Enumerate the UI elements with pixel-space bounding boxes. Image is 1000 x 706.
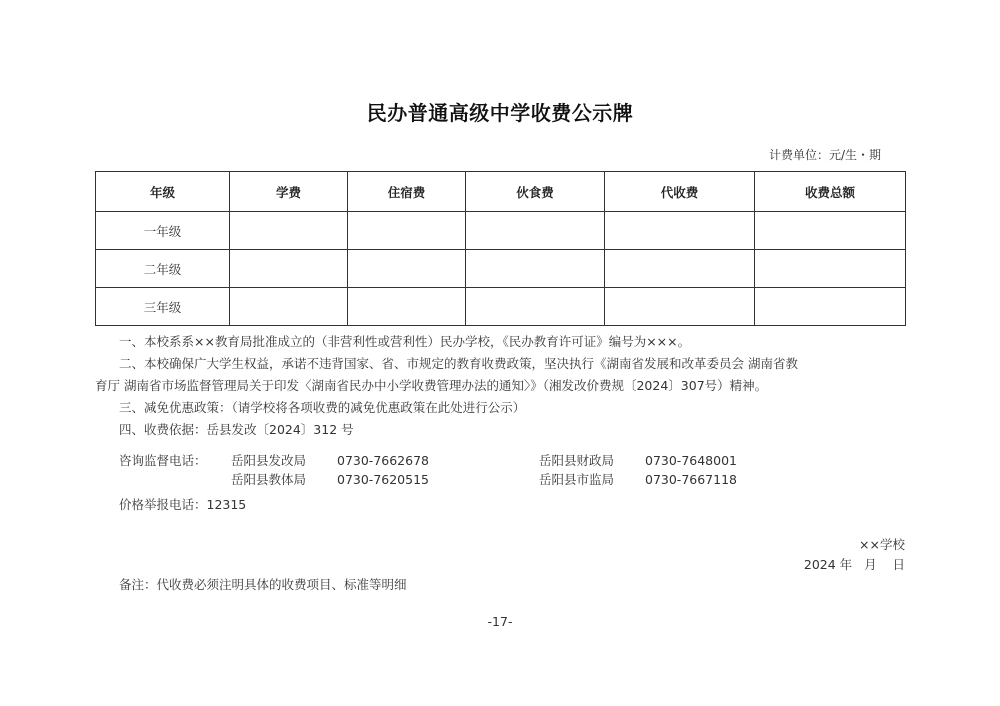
grade-cell: 三年级 xyxy=(96,288,230,326)
contact-name: 岳阳县发改局 xyxy=(231,453,307,468)
contact-phone: 0730-7667118 xyxy=(645,472,737,487)
table-header-row xyxy=(96,172,906,212)
header-accommodation: 住宿费 xyxy=(348,172,466,212)
signature-block xyxy=(804,535,905,575)
contact-phone: 0730-7648001 xyxy=(645,453,737,468)
meals-cell xyxy=(466,250,605,288)
note-2b: 育厅 湖南省市场监督管理局关于印发〈湖南省民办中小学收费管理办法的通知〉》（湘发改价费规〔2024〕307号）精神。 xyxy=(95,378,768,393)
contacts-label: 咨询监督电话： xyxy=(119,453,207,468)
billing-unit: 计费单位：元/生・期 xyxy=(768,148,881,162)
tuition-cell xyxy=(230,250,348,288)
page-number: -17- xyxy=(487,614,513,629)
contact-name: 岳阳县财政局 xyxy=(539,453,615,468)
sign-date: 2024 年 月 日 xyxy=(803,557,905,572)
accommodation-cell xyxy=(348,212,466,250)
page-title: 民办普通高级中学收费公示牌 xyxy=(366,101,634,125)
note-1: 一、本校系系××教育局批准成立的（非营利性或营利性）民办学校，《民办教育许可证》编号为×××。 xyxy=(119,334,691,349)
meals-cell xyxy=(466,288,605,326)
price-report-line: 价格举报电话：12315 xyxy=(119,497,247,512)
contact-name: 岳阳县市监局 xyxy=(539,472,615,487)
table-row xyxy=(96,212,906,250)
tuition-cell xyxy=(230,288,348,326)
meals-cell xyxy=(466,212,605,250)
table-row xyxy=(96,250,906,288)
fee-table xyxy=(95,171,906,326)
table-row xyxy=(96,288,906,326)
contacts-row xyxy=(119,470,839,489)
accommodation-cell xyxy=(348,288,466,326)
note-2a: 二、本校确保广大学生权益，承诺不违背国家、省、市规定的教育收费政策，坚决执行《湖南省发展和改革委员会 湖南省教 xyxy=(119,356,798,371)
agency-fee-cell xyxy=(605,288,755,326)
remark-line: 备注：代收费必须注明具体的收费项目、标准等明细 xyxy=(119,577,407,592)
contact-name: 岳阳县教体局 xyxy=(231,472,307,487)
grade-cell: 二年级 xyxy=(96,250,230,288)
header-total: 收费总额 xyxy=(755,172,906,212)
notes-section xyxy=(95,331,909,441)
total-cell xyxy=(755,288,906,326)
contact-phone: 0730-7662678 xyxy=(337,453,429,468)
contacts-section xyxy=(119,451,839,489)
agency-fee-cell xyxy=(605,212,755,250)
school-name: ××学校 xyxy=(859,537,905,552)
note-4: 四、收费依据：岳县发改〔2024〕312 号 xyxy=(119,422,354,437)
header-tuition: 学费 xyxy=(230,172,348,212)
header-meals: 伙食费 xyxy=(466,172,605,212)
contacts-row xyxy=(119,451,839,470)
contact-phone: 0730-7620515 xyxy=(337,472,429,487)
total-cell xyxy=(755,212,906,250)
agency-fee-cell xyxy=(605,250,755,288)
header-agency-fee: 代收费 xyxy=(605,172,755,212)
note-3: 三、减免优惠政策：（请学校将各项收费的减免优惠政策在此处进行公示） xyxy=(119,400,526,415)
tuition-cell xyxy=(230,212,348,250)
grade-cell: 一年级 xyxy=(96,212,230,250)
total-cell xyxy=(755,250,906,288)
accommodation-cell xyxy=(348,250,466,288)
header-grade: 年级 xyxy=(96,172,230,212)
